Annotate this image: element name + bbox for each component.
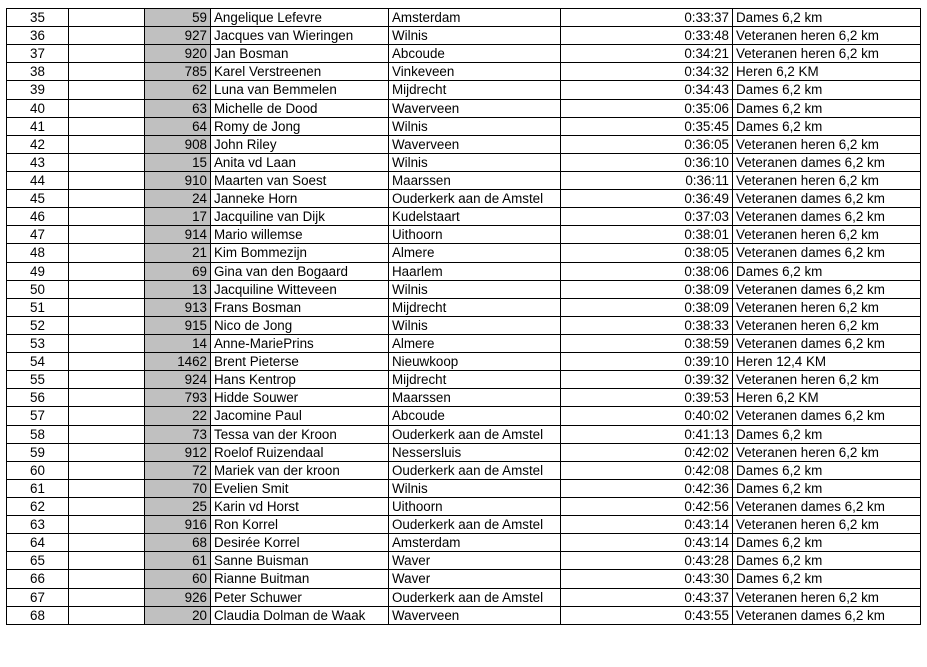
table-row xyxy=(7,244,921,262)
city-cell: Kudelstaart xyxy=(389,208,561,226)
empty-cell xyxy=(69,171,145,189)
bib-number-cell: 14 xyxy=(145,334,211,352)
table-row xyxy=(7,534,921,552)
empty-cell xyxy=(69,334,145,352)
position-cell: 65 xyxy=(7,552,69,570)
position-cell: 64 xyxy=(7,534,69,552)
finish-time-cell: 0:34:43 xyxy=(561,81,733,99)
table-row xyxy=(7,280,921,298)
category-cell: Veteranen heren 6,2 km xyxy=(733,171,921,189)
position-cell: 44 xyxy=(7,171,69,189)
position-cell: 61 xyxy=(7,479,69,497)
city-cell: Mijdrecht xyxy=(389,81,561,99)
table-row xyxy=(7,9,921,27)
city-cell: Abcoude xyxy=(389,45,561,63)
empty-cell xyxy=(69,208,145,226)
runner-name-cell: Claudia Dolman de Waak xyxy=(211,606,389,624)
bib-number-cell: 927 xyxy=(145,27,211,45)
runner-name-cell: Hans Kentrop xyxy=(211,371,389,389)
empty-cell xyxy=(69,9,145,27)
table-row xyxy=(7,407,921,425)
empty-cell xyxy=(69,371,145,389)
position-cell: 37 xyxy=(7,45,69,63)
bib-number-cell: 13 xyxy=(145,280,211,298)
table-row xyxy=(7,479,921,497)
category-cell: Veteranen heren 6,2 km xyxy=(733,135,921,153)
table-row xyxy=(7,389,921,407)
city-cell: Maarssen xyxy=(389,389,561,407)
finish-time-cell: 0:43:28 xyxy=(561,552,733,570)
empty-cell xyxy=(69,99,145,117)
city-cell: Wilnis xyxy=(389,280,561,298)
city-cell: Mijdrecht xyxy=(389,298,561,316)
bib-number-cell: 912 xyxy=(145,443,211,461)
city-cell: Waver xyxy=(389,552,561,570)
finish-time-cell: 0:43:37 xyxy=(561,588,733,606)
empty-cell xyxy=(69,81,145,99)
bib-number-cell: 920 xyxy=(145,45,211,63)
city-cell: Amsterdam xyxy=(389,534,561,552)
empty-cell xyxy=(69,570,145,588)
bib-number-cell: 69 xyxy=(145,262,211,280)
category-cell: Dames 6,2 km xyxy=(733,9,921,27)
position-cell: 53 xyxy=(7,334,69,352)
finish-time-cell: 0:38:06 xyxy=(561,262,733,280)
empty-cell xyxy=(69,135,145,153)
city-cell: Ouderkerk aan de Amstel xyxy=(389,516,561,534)
bib-number-cell: 1462 xyxy=(145,353,211,371)
category-cell: Veteranen dames 6,2 km xyxy=(733,334,921,352)
finish-time-cell: 0:42:02 xyxy=(561,443,733,461)
finish-time-cell: 0:42:36 xyxy=(561,479,733,497)
category-cell: Veteranen heren 6,2 km xyxy=(733,371,921,389)
category-cell: Dames 6,2 km xyxy=(733,81,921,99)
empty-cell xyxy=(69,407,145,425)
position-cell: 46 xyxy=(7,208,69,226)
bib-number-cell: 72 xyxy=(145,461,211,479)
runner-name-cell: Nico de Jong xyxy=(211,316,389,334)
category-cell: Heren 12,4 KM xyxy=(733,353,921,371)
finish-time-cell: 0:42:56 xyxy=(561,497,733,515)
bib-number-cell: 63 xyxy=(145,99,211,117)
category-cell: Dames 6,2 km xyxy=(733,425,921,443)
results-table xyxy=(6,8,921,625)
city-cell: Almere xyxy=(389,334,561,352)
runner-name-cell: Janneke Horn xyxy=(211,190,389,208)
table-row xyxy=(7,208,921,226)
city-cell: Abcoude xyxy=(389,407,561,425)
position-cell: 50 xyxy=(7,280,69,298)
position-cell: 45 xyxy=(7,190,69,208)
table-row xyxy=(7,135,921,153)
category-cell: Heren 6,2 KM xyxy=(733,389,921,407)
runner-name-cell: Tessa van der Kroon xyxy=(211,425,389,443)
table-row xyxy=(7,316,921,334)
finish-time-cell: 0:38:09 xyxy=(561,298,733,316)
finish-time-cell: 0:36:11 xyxy=(561,171,733,189)
empty-cell xyxy=(69,190,145,208)
table-row xyxy=(7,516,921,534)
city-cell: Waverveen xyxy=(389,606,561,624)
finish-time-cell: 0:36:10 xyxy=(561,153,733,171)
finish-time-cell: 0:35:45 xyxy=(561,117,733,135)
finish-time-cell: 0:41:13 xyxy=(561,425,733,443)
finish-time-cell: 0:33:48 xyxy=(561,27,733,45)
finish-time-cell: 0:38:01 xyxy=(561,226,733,244)
bib-number-cell: 924 xyxy=(145,371,211,389)
city-cell: Nieuwkoop xyxy=(389,353,561,371)
empty-cell xyxy=(69,117,145,135)
position-cell: 60 xyxy=(7,461,69,479)
position-cell: 35 xyxy=(7,9,69,27)
runner-name-cell: Ron Korrel xyxy=(211,516,389,534)
empty-cell xyxy=(69,443,145,461)
bib-number-cell: 17 xyxy=(145,208,211,226)
finish-time-cell: 0:39:10 xyxy=(561,353,733,371)
position-cell: 48 xyxy=(7,244,69,262)
finish-time-cell: 0:38:33 xyxy=(561,316,733,334)
empty-cell xyxy=(69,588,145,606)
runner-name-cell: John Riley xyxy=(211,135,389,153)
city-cell: Waverveen xyxy=(389,99,561,117)
table-row xyxy=(7,63,921,81)
empty-cell xyxy=(69,534,145,552)
empty-cell xyxy=(69,552,145,570)
runner-name-cell: Jacques van Wieringen xyxy=(211,27,389,45)
empty-cell xyxy=(69,316,145,334)
category-cell: Dames 6,2 km xyxy=(733,117,921,135)
table-row xyxy=(7,27,921,45)
table-row xyxy=(7,298,921,316)
city-cell: Uithoorn xyxy=(389,497,561,515)
table-row xyxy=(7,570,921,588)
position-cell: 67 xyxy=(7,588,69,606)
table-row xyxy=(7,353,921,371)
empty-cell xyxy=(69,353,145,371)
bib-number-cell: 908 xyxy=(145,135,211,153)
empty-cell xyxy=(69,425,145,443)
category-cell: Veteranen dames 6,2 km xyxy=(733,280,921,298)
empty-cell xyxy=(69,244,145,262)
category-cell: Veteranen dames 6,2 km xyxy=(733,606,921,624)
city-cell: Almere xyxy=(389,244,561,262)
empty-cell xyxy=(69,226,145,244)
city-cell: Wilnis xyxy=(389,27,561,45)
runner-name-cell: Jacquiline Witteveen xyxy=(211,280,389,298)
bib-number-cell: 64 xyxy=(145,117,211,135)
position-cell: 40 xyxy=(7,99,69,117)
finish-time-cell: 0:43:55 xyxy=(561,606,733,624)
empty-cell xyxy=(69,461,145,479)
category-cell: Heren 6,2 KM xyxy=(733,63,921,81)
finish-time-cell: 0:38:05 xyxy=(561,244,733,262)
finish-time-cell: 0:43:14 xyxy=(561,534,733,552)
city-cell: Maarssen xyxy=(389,171,561,189)
finish-time-cell: 0:40:02 xyxy=(561,407,733,425)
city-cell: Ouderkerk aan de Amstel xyxy=(389,425,561,443)
bib-number-cell: 910 xyxy=(145,171,211,189)
bib-number-cell: 22 xyxy=(145,407,211,425)
runner-name-cell: Jacomine Paul xyxy=(211,407,389,425)
table-row xyxy=(7,153,921,171)
city-cell: Wilnis xyxy=(389,153,561,171)
runner-name-cell: Luna van Bemmelen xyxy=(211,81,389,99)
bib-number-cell: 915 xyxy=(145,316,211,334)
category-cell: Dames 6,2 km xyxy=(733,461,921,479)
table-row xyxy=(7,588,921,606)
finish-time-cell: 0:36:05 xyxy=(561,135,733,153)
runner-name-cell: Romy de Jong xyxy=(211,117,389,135)
finish-time-cell: 0:38:09 xyxy=(561,280,733,298)
position-cell: 56 xyxy=(7,389,69,407)
table-row xyxy=(7,552,921,570)
category-cell: Dames 6,2 km xyxy=(733,99,921,117)
category-cell: Veteranen dames 6,2 km xyxy=(733,497,921,515)
empty-cell xyxy=(69,298,145,316)
bib-number-cell: 916 xyxy=(145,516,211,534)
bib-number-cell: 926 xyxy=(145,588,211,606)
runner-name-cell: Kim Bommezijn xyxy=(211,244,389,262)
city-cell: Ouderkerk aan de Amstel xyxy=(389,190,561,208)
runner-name-cell: Hidde Souwer xyxy=(211,389,389,407)
category-cell: Dames 6,2 km xyxy=(733,479,921,497)
finish-time-cell: 0:37:03 xyxy=(561,208,733,226)
bib-number-cell: 62 xyxy=(145,81,211,99)
category-cell: Veteranen heren 6,2 km xyxy=(733,27,921,45)
position-cell: 49 xyxy=(7,262,69,280)
runner-name-cell: Gina van den Bogaard xyxy=(211,262,389,280)
bib-number-cell: 793 xyxy=(145,389,211,407)
table-row xyxy=(7,443,921,461)
empty-cell xyxy=(69,45,145,63)
table-row xyxy=(7,99,921,117)
runner-name-cell: Anne-MariePrins xyxy=(211,334,389,352)
category-cell: Dames 6,2 km xyxy=(733,262,921,280)
empty-cell xyxy=(69,153,145,171)
runner-name-cell: Jan Bosman xyxy=(211,45,389,63)
finish-time-cell: 0:42:08 xyxy=(561,461,733,479)
category-cell: Veteranen heren 6,2 km xyxy=(733,298,921,316)
runner-name-cell: Karel Verstreenen xyxy=(211,63,389,81)
position-cell: 47 xyxy=(7,226,69,244)
bib-number-cell: 68 xyxy=(145,534,211,552)
runner-name-cell: Karin vd Horst xyxy=(211,497,389,515)
city-cell: Uithoorn xyxy=(389,226,561,244)
runner-name-cell: Roelof Ruizendaal xyxy=(211,443,389,461)
city-cell: Waver xyxy=(389,570,561,588)
runner-name-cell: Rianne Buitman xyxy=(211,570,389,588)
runner-name-cell: Peter Schuwer xyxy=(211,588,389,606)
table-row xyxy=(7,190,921,208)
category-cell: Dames 6,2 km xyxy=(733,552,921,570)
bib-number-cell: 20 xyxy=(145,606,211,624)
category-cell: Veteranen heren 6,2 km xyxy=(733,316,921,334)
finish-time-cell: 0:43:14 xyxy=(561,516,733,534)
runner-name-cell: Mariek van der kroon xyxy=(211,461,389,479)
city-cell: Vinkeveen xyxy=(389,63,561,81)
category-cell: Veteranen dames 6,2 km xyxy=(733,244,921,262)
position-cell: 54 xyxy=(7,353,69,371)
runner-name-cell: Angelique Lefevre xyxy=(211,9,389,27)
runner-name-cell: Evelien Smit xyxy=(211,479,389,497)
city-cell: Waverveen xyxy=(389,135,561,153)
position-cell: 63 xyxy=(7,516,69,534)
city-cell: Wilnis xyxy=(389,479,561,497)
position-cell: 39 xyxy=(7,81,69,99)
empty-cell xyxy=(69,606,145,624)
category-cell: Dames 6,2 km xyxy=(733,570,921,588)
city-cell: Haarlem xyxy=(389,262,561,280)
empty-cell xyxy=(69,479,145,497)
city-cell: Mijdrecht xyxy=(389,371,561,389)
bib-number-cell: 73 xyxy=(145,425,211,443)
bib-number-cell: 60 xyxy=(145,570,211,588)
category-cell: Veteranen heren 6,2 km xyxy=(733,516,921,534)
runner-name-cell: Desirée Korrel xyxy=(211,534,389,552)
bib-number-cell: 61 xyxy=(145,552,211,570)
city-cell: Nessersluis xyxy=(389,443,561,461)
table-row xyxy=(7,606,921,624)
category-cell: Veteranen heren 6,2 km xyxy=(733,588,921,606)
finish-time-cell: 0:34:32 xyxy=(561,63,733,81)
finish-time-cell: 0:34:21 xyxy=(561,45,733,63)
category-cell: Veteranen dames 6,2 km xyxy=(733,190,921,208)
runner-name-cell: Michelle de Dood xyxy=(211,99,389,117)
table-row xyxy=(7,45,921,63)
city-cell: Wilnis xyxy=(389,316,561,334)
bib-number-cell: 913 xyxy=(145,298,211,316)
table-row xyxy=(7,81,921,99)
table-row xyxy=(7,497,921,515)
bib-number-cell: 785 xyxy=(145,63,211,81)
table-row xyxy=(7,262,921,280)
bib-number-cell: 21 xyxy=(145,244,211,262)
runner-name-cell: Jacquiline van Dijk xyxy=(211,208,389,226)
finish-time-cell: 0:39:53 xyxy=(561,389,733,407)
finish-time-cell: 0:36:49 xyxy=(561,190,733,208)
category-cell: Veteranen dames 6,2 km xyxy=(733,407,921,425)
runner-name-cell: Anita vd Laan xyxy=(211,153,389,171)
bib-number-cell: 59 xyxy=(145,9,211,27)
finish-time-cell: 0:33:37 xyxy=(561,9,733,27)
table-row xyxy=(7,371,921,389)
category-cell: Veteranen heren 6,2 km xyxy=(733,226,921,244)
empty-cell xyxy=(69,262,145,280)
table-row xyxy=(7,117,921,135)
bib-number-cell: 24 xyxy=(145,190,211,208)
position-cell: 58 xyxy=(7,425,69,443)
category-cell: Veteranen dames 6,2 km xyxy=(733,208,921,226)
table-row xyxy=(7,425,921,443)
empty-cell xyxy=(69,63,145,81)
empty-cell xyxy=(69,280,145,298)
results-body xyxy=(7,9,921,625)
category-cell: Veteranen heren 6,2 km xyxy=(733,443,921,461)
runner-name-cell: Maarten van Soest xyxy=(211,171,389,189)
finish-time-cell: 0:43:30 xyxy=(561,570,733,588)
city-cell: Ouderkerk aan de Amstel xyxy=(389,461,561,479)
finish-time-cell: 0:38:59 xyxy=(561,334,733,352)
bib-number-cell: 70 xyxy=(145,479,211,497)
city-cell: Wilnis xyxy=(389,117,561,135)
position-cell: 43 xyxy=(7,153,69,171)
empty-cell xyxy=(69,516,145,534)
position-cell: 42 xyxy=(7,135,69,153)
category-cell: Veteranen dames 6,2 km xyxy=(733,153,921,171)
runner-name-cell: Mario willemse xyxy=(211,226,389,244)
bib-number-cell: 25 xyxy=(145,497,211,515)
empty-cell xyxy=(69,497,145,515)
city-cell: Ouderkerk aan de Amstel xyxy=(389,588,561,606)
category-cell: Veteranen heren 6,2 km xyxy=(733,45,921,63)
runner-name-cell: Sanne Buisman xyxy=(211,552,389,570)
position-cell: 59 xyxy=(7,443,69,461)
empty-cell xyxy=(69,389,145,407)
finish-time-cell: 0:39:32 xyxy=(561,371,733,389)
table-row xyxy=(7,461,921,479)
city-cell: Amsterdam xyxy=(389,9,561,27)
position-cell: 66 xyxy=(7,570,69,588)
runner-name-cell: Frans Bosman xyxy=(211,298,389,316)
position-cell: 62 xyxy=(7,497,69,515)
position-cell: 38 xyxy=(7,63,69,81)
position-cell: 57 xyxy=(7,407,69,425)
position-cell: 41 xyxy=(7,117,69,135)
empty-cell xyxy=(69,27,145,45)
position-cell: 36 xyxy=(7,27,69,45)
bib-number-cell: 15 xyxy=(145,153,211,171)
finish-time-cell: 0:35:06 xyxy=(561,99,733,117)
runner-name-cell: Brent Pieterse xyxy=(211,353,389,371)
bib-number-cell: 914 xyxy=(145,226,211,244)
table-row xyxy=(7,226,921,244)
position-cell: 68 xyxy=(7,606,69,624)
position-cell: 51 xyxy=(7,298,69,316)
table-row xyxy=(7,171,921,189)
category-cell: Dames 6,2 km xyxy=(733,534,921,552)
position-cell: 55 xyxy=(7,371,69,389)
position-cell: 52 xyxy=(7,316,69,334)
table-row xyxy=(7,334,921,352)
